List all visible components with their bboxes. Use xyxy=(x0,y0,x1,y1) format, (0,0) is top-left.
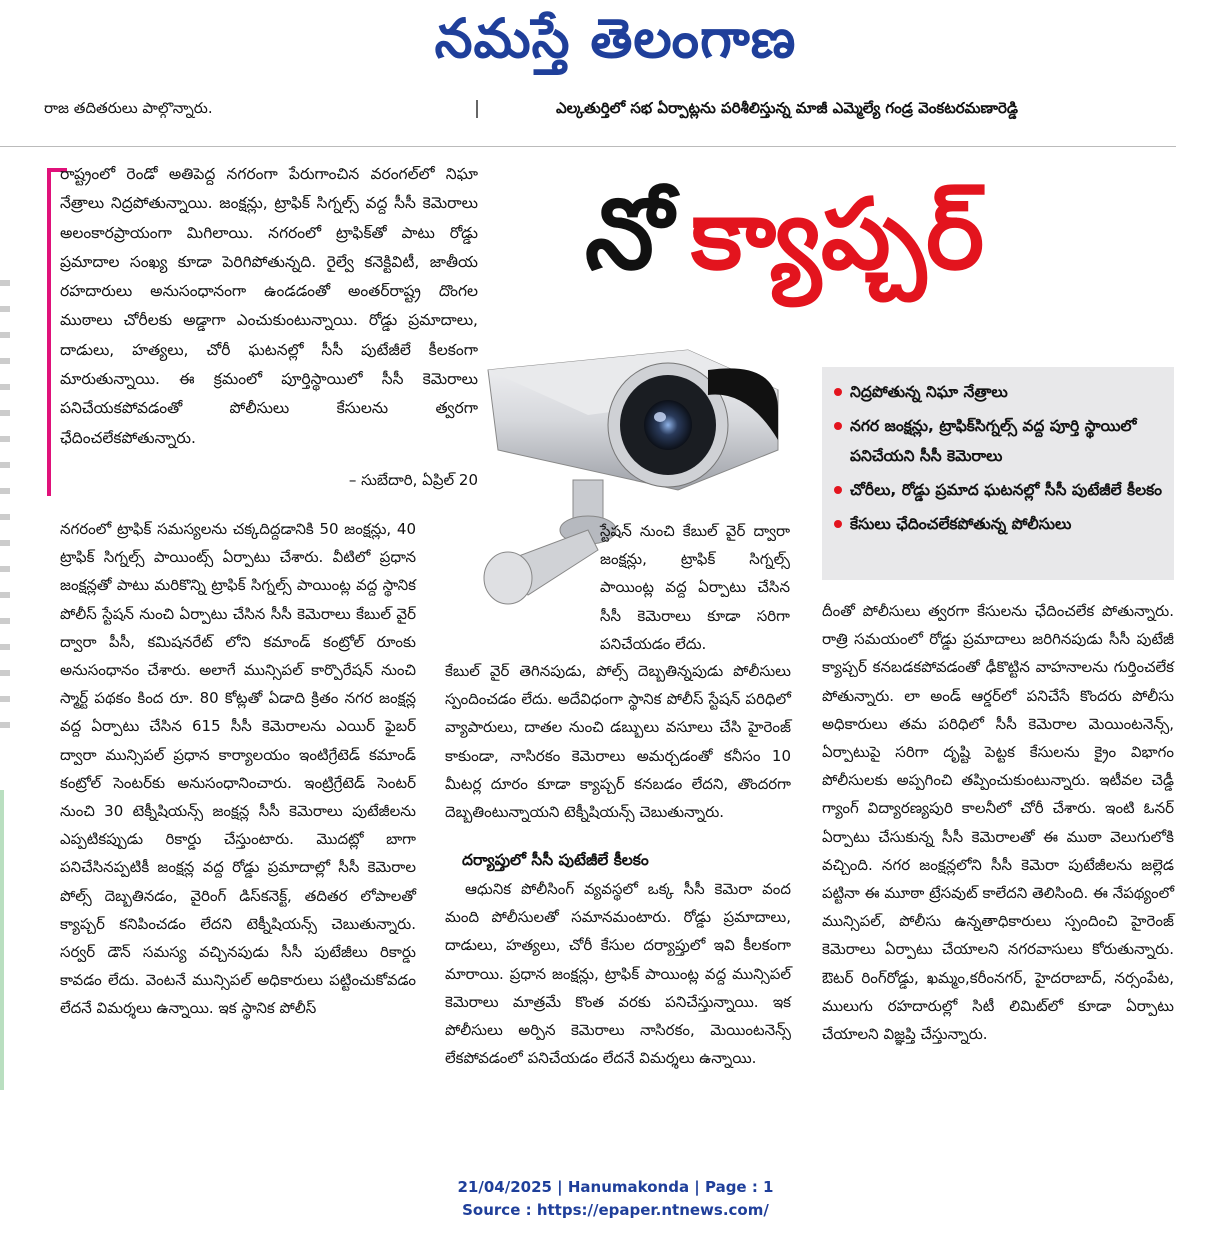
article-column-3: దీంతో పోలీసులు త్వరగా కేసులను ఛేదించలేక పోతున్నారు. రాత్రి సమయంలో రోడ్డు ప్రమాదాలు జరిగినపుడు సీసీ పుటేజీ క్యాప్చర్ కనబడకపోవడంతో ఢీకొట్టిన వాహనాలను గుర్తించలేక పోతున్నారు. లా అండ్ ఆర్డర్‌లో పనిచేసే కొందరు పోలీసు అధికారులు తమ పరిధిలో సీసీ కెమెరాల మెయింటనెన్స్, ఏర్పాటుపై సరిగా దృష్టి పెట్టక కేసులను క్రైం విభాగం పోలీసులకు అప్పగించి తప్పించుకుంటున్నారు. ఇటీవల చెడ్డీ గ్యాంగ్ విద్యారణ్యపురి కాలనీలో చోరీ చేశారు. ఇంటి ఓనర్ ఏర్పాటు చేసుకున్న సీసీ కెమెరాలతో ఈ ముఠా వెలుగులోకి వచ్చింది. నగర జంక్షన్లలోని సీసీ కెమెరా పుటేజీలను జల్లెడ పట్టినా ఈ మూఠా ట్రేసవుట్ కాలేదని తెలిసింది. ఈ నేపథ్యంలో మున్సిపల్, పోలీసు ఉన్నతాధికారులు స్పందించి హైరెంజ్ కెమెరాలు ఏర్పాటు చేయాలని నగరవాసులు కోరుతున్నారు. ఔటర్ రింగ్‌రోడ్డు, ఖమ్మం,కరీంనగర్, హైదరాబాద్, నర్సంపేట, ములుగు రహదారుల్లో సిటీ లిమిట్‌లో కూడా ఏర్పాటు చేయాలని విజ్ఞప్తి చేస్తున్నారు. xyxy=(822,602,1174,1044)
left-edge-bar xyxy=(0,790,4,1090)
intro-text: రాష్ట్రంలో రెండో అతిపెద్ద నగరంగా పేరుగాంచిన వరంగల్‌లో నిఘా నేత్రాలు నిద్రపోతున్నాయి. జంక్షన్లు, ట్రాఫిక్ సిగ్నల్స్ వద్ద సీసీ కెమెరాలు అలంకారప్రాయంగా మిగిలాయి. నగరంలో ట్రాఫిక్‌తో పాటు రోడ్డు ప్రమాదాల సంఖ్య కూడా పెరిగిపోతున్నది. రైల్వే కనెక్టివిటీ, జాతీయ రహదారులు అనుసంధానంగా ఉండడంతో అంతర్‌రాష్ట్ర దొంగల ముఠాలు చోరీలకు అడ్డాగా ఎంచుకుంటున్నాయి. రోడ్డు ప్రమాదాలు, దాడులు, హత్యలు, చోరీ ఘటనల్లో సీసీ పుటేజీలే కీలకంగా మారుతున్నాయి. ఈ క్రమంలో పూర్తిస్థాయిలో సీసీ కెమెరాలు పనిచేయకపోవడంతో పోలీసులు కేసులను త్వరగా ఛేదించలేకపోతున్నారు. xyxy=(60,165,478,447)
headline-part-2: క్యాప్చర్ xyxy=(691,178,985,292)
intro-side-accent xyxy=(47,168,51,496)
article-intro xyxy=(60,160,478,495)
article-subheading: దర్యాప్తులో సీసీ పుటేజీలే కీలకం xyxy=(462,851,649,869)
page-footer xyxy=(0,1176,1231,1222)
photo-caption-top: ఎల్కతుర్తిలో సభ ఏర్పాట్లను పరిశీలిస్తున్న మాజీ ఎమ్మెల్యే గండ్ర వెంకటరమణారెడ్డి xyxy=(556,99,1019,117)
article-column-1: నగరంలో ట్రాఫిక్ సమస్యలను చక్కదిద్దడానికి 50 జంక్షన్లు, 40 ట్రాఫిక్ సిగ్నల్స్ పాయింట్స్ ఏర్పాటు చేశారు. వీటిలో ప్రధాన జంక్షన్లతో పాటు మరికొన్ని ట్రాఫిక్ సిగ్నల్స్ పాయింట్ల వద్ద స్థానిక పోలీస్ స్టేషన్ నుంచి ఏర్పాటు చేసిన సీసీ కెమెరాలు కేబుల్ వైర్ ద్వారా పీసీ, కమిషనరేట్ లోని కమాండ్ కంట్రోల్ రూంకు అనుసంధానం చేశారు. అలాగే మున్సిపల్ కార్పొరేషన్ నుంచి స్మార్ట్ పథకం కింద రూ. 80 కోట్లతో ఏడాది క్రితం నగర జంక్షన్ల వద్ద ఏర్పాటు చేసిన 615 సీసీ కెమెరాలను ఎయిర్ ఫైబర్ ద్వారా మున్సిపల్ ప్రధాన కార్యాలయం ఇంటిగ్రేటెడ్ కమాండ్ కంట్రోల్ సెంటర్‌కు అనుసంధానించారు. ఇంట్రిగ్రేటెడ్ సెంటర్ నుంచి 30 టెక్నీషియన్స్ జంక్షన్ల సీసీ కెమెరాలు పుటేజీలను ఎప్పటికప్పుడు రికార్డు చేస్తుంటారు. మొదట్లో బాగా పనిచేసినప్పటికీ జంక్షన్ల వద్ద రోడ్డు ప్రమాదాల్లో సీసీ కెమెరాల పోల్స్ దెబ్బతినడం, వైరింగ్ డిస్‌కనెక్ట్, తదితర లోపాలతో క్యాప్చర్ కనిపించడం లేదని టెక్నీషియన్స్ చెబుతున్నారు. సర్వర్ డౌన్ సమస్య వచ్చినపుడు సీసీ పుటేజీలు రికార్డు కావడం లేదు. వెంటనే మున్సిపల్ అధికారులు పట్టించుకోవడం లేదనే విమర్శలు ఉన్నాయి. ఇక స్థానిక పోలీస్ xyxy=(60,520,416,1018)
newspaper-logo-title: నమస్తే తెలంగాణ xyxy=(434,7,797,70)
article-headline xyxy=(585,165,1145,315)
article-column-2-bottom: ఆధునిక పోలీసింగ్ వ్యవస్థలో ఒక్క సీసీ కెమెరా వంద మంది పోలీసులతో సమానమంటారు. రోడ్డు ప్రమాదాలు, దాడులు, హత్యలు, చోరీ కేసుల దర్యాప్తులో ఇవి కీలకంగా మారాయి. ప్రధాన జంక్షన్లు, ట్రాఫిక్ పాయింట్ల వద్ద మున్సిపల్ కెమెరాలు మాత్రమే కొంత వరకు పనిచేస్తున్నాయి. ఇక పోలీసులు అర్పిన కెమెరాలు నాసిరకం, మెయింటనెన్స్ లేకపోవడంలో పనిచేయడం లేదనే విమర్శలు ఉన్నాయి. xyxy=(445,880,791,1068)
footer-source-link[interactable]: Source : https://epaper.ntnews.com/ xyxy=(462,1201,769,1219)
top-prev-article-tail xyxy=(0,98,300,118)
highlight-item: నగర జంక్షన్లు, ట్రాఫిక్‌సిగ్నల్స్ వద్ద పూర్తి స్థాయిలో పనిచేయని సీసీ కెమెరాలు xyxy=(826,411,1164,471)
highlights-box xyxy=(822,367,1174,580)
horizontal-rule xyxy=(0,146,1176,147)
left-edge-cut-text xyxy=(0,260,10,730)
article-column-2: కేబుల్ వైర్ తెగినపుడు, పోల్స్ దెబ్బతిన్నపుడు పోలీసులు స్పందించడం లేదు. అదేవిధంగా స్థానిక పోలీస్ స్టేషన్ పరిధిలో వ్యాపారులు, దాతల నుంచి డబ్బులు వసూలు చేసి హైరెంజ్ కాకుండా, నాసిరకం కెమెరాలు అమర్చడంతో కనీసం 10 మీటర్ల దూరం కూడా క్యాప్చర్ కనబడం లేదని, తొందరగా దెబ్బతింటున్నాయని టెక్నీషియన్స్ చెబుతున్నారు. xyxy=(445,662,791,822)
prev-article-text: రాజ తదితరులు పాల్గొన్నారు. xyxy=(44,99,213,117)
highlight-item: కేసులు ఛేదించలేకపోతున్న పోలీసులు xyxy=(826,509,1164,539)
headline-part-1: నో xyxy=(585,178,674,292)
footer-date-edition: 21/04/2025 | Hanumakonda | Page : 1 xyxy=(457,1178,774,1196)
article-column-2-top: స్టేషన్ నుంచి కేబుల్ వైర్ ద్వారా జంక్షన్లు, ట్రాఫిక్ సిగ్నల్స్ పాయింట్ల వద్ద ఏర్పాటు చేసిన సీసీ కెమెరాలు కూడా సరిగా పనిచేయడం లేదు. xyxy=(600,522,790,653)
highlight-item: నిద్రపోతున్న నిఘా నేత్రాలు xyxy=(826,377,1164,407)
dateline-credit: – సుబేదారి, ఏప్రిల్ 20 xyxy=(348,471,478,489)
masthead xyxy=(0,0,1231,84)
highlight-item: చోరీలు, రోడ్డు ప్రమాద ఘటనల్లో సీసీ పుటేజీలే కీలకం xyxy=(826,475,1164,505)
top-separator xyxy=(476,100,478,118)
